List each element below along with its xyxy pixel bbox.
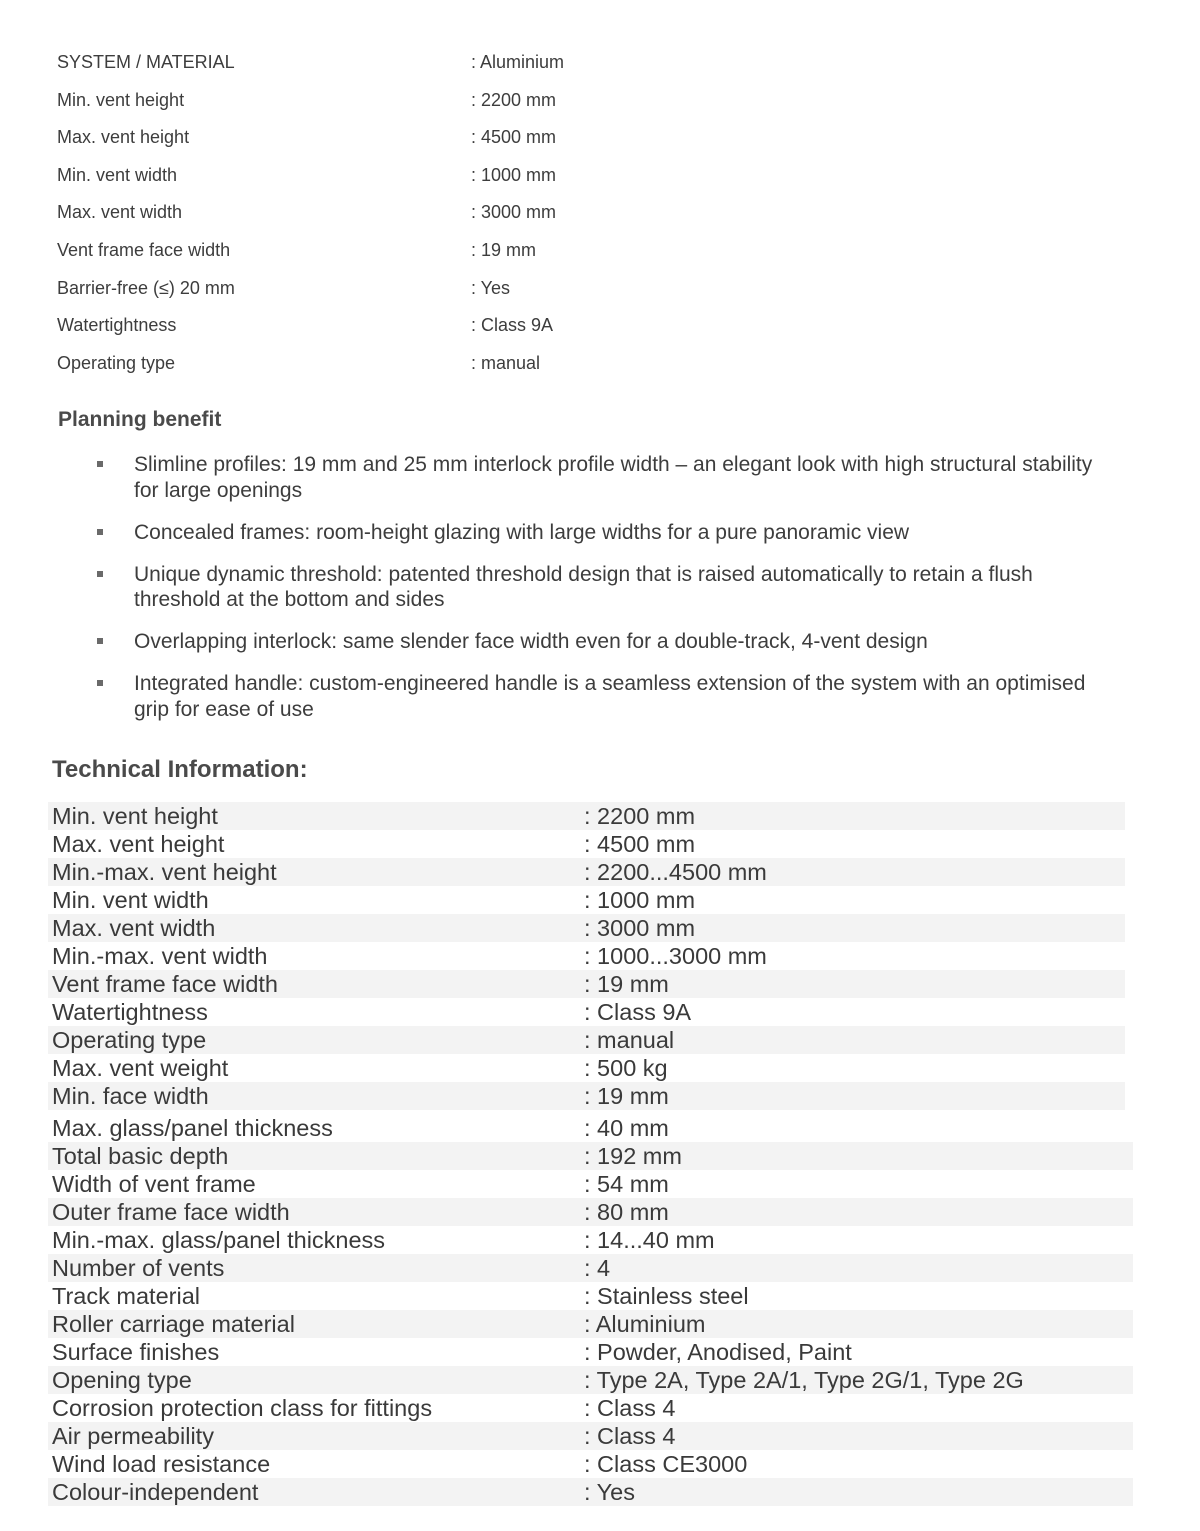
- spec-label: Max. vent width: [57, 202, 183, 223]
- row-label: Vent frame face width: [52, 971, 278, 997]
- spec-row: [57, 123, 757, 161]
- technical-information-heading: Technical Information:: [52, 756, 308, 783]
- spec-row: [57, 86, 757, 124]
- row-value: : 19 mm: [584, 1083, 669, 1109]
- row-value: : 4: [584, 1255, 611, 1281]
- row-value: : 54 mm: [584, 1171, 669, 1197]
- spec-row: [57, 274, 757, 312]
- benefit-text: Slimline profiles: 19 mm and 25 mm interlock profile width – an elegant look with high structural stability for large openings: [134, 453, 1093, 502]
- row-value: : 2200...4500 mm: [584, 859, 767, 885]
- table-row: [48, 830, 1125, 858]
- table-row: [48, 1026, 1125, 1054]
- spec-value: : manual: [471, 352, 541, 373]
- row-label: Max. vent height: [52, 831, 225, 857]
- row-value: : 1000 mm: [584, 887, 696, 913]
- row-value: : Powder, Anodised, Paint: [584, 1339, 852, 1365]
- row-label: Number of vents: [52, 1255, 225, 1281]
- row-label: Max. vent width: [52, 915, 216, 941]
- table-row: [48, 1254, 1133, 1282]
- benefit-text: Concealed frames: room-height glazing with large widths for a pure panoramic view: [134, 520, 910, 544]
- row-label: Min. vent height: [52, 803, 218, 829]
- table-row: [48, 1054, 1125, 1082]
- planning-benefit-heading: Planning benefit: [58, 408, 222, 431]
- square-bullet-icon: [97, 680, 103, 686]
- row-label: Corrosion protection class for fittings: [52, 1395, 433, 1421]
- benefit-text: Integrated handle: custom-engineered handle is a seamless extension of the system with an optimised grip for ease of use: [134, 672, 1086, 721]
- spec-row: [57, 198, 757, 236]
- spec-value: : 1000 mm: [471, 164, 557, 185]
- row-value: : 3000 mm: [584, 915, 696, 941]
- table-row: [48, 1114, 1133, 1142]
- row-value: : Type 2A, Type 2A/1, Type 2G/1, Type 2G: [584, 1367, 1024, 1393]
- row-label: Min. face width: [52, 1083, 209, 1109]
- row-value: : 192 mm: [584, 1143, 682, 1169]
- row-value: : 1000...3000 mm: [584, 943, 767, 969]
- spec-value: : 3000 mm: [471, 202, 557, 223]
- spec-row: [57, 349, 757, 387]
- spec-label: Min. vent width: [57, 164, 178, 185]
- spec-label: SYSTEM / MATERIAL: [57, 52, 235, 72]
- table-row: [48, 886, 1125, 914]
- table-row: [48, 942, 1125, 970]
- benefit-text: Unique dynamic threshold: patented threshold design that is raised automatically to retain a flush threshold at the bottom and sides: [134, 562, 1033, 611]
- row-label: Min.-max. glass/panel thickness: [52, 1227, 386, 1253]
- list-item: [95, 520, 1105, 546]
- row-value: : Class 4: [584, 1423, 676, 1449]
- spec-label: Max. vent height: [57, 127, 190, 148]
- benefit-text: Overlapping interlock: same slender face width even for a double-track, 4-vent design: [134, 630, 928, 653]
- row-value: : 4500 mm: [584, 831, 696, 857]
- list-item: [95, 629, 1105, 655]
- row-label: Track material: [52, 1283, 200, 1309]
- row-label: Max. glass/panel thickness: [52, 1115, 333, 1141]
- table-row: [48, 1366, 1133, 1394]
- spec-row: [57, 236, 757, 274]
- square-bullet-icon: [97, 529, 103, 535]
- table-row: [48, 1282, 1133, 1310]
- row-value: : manual: [584, 1027, 675, 1053]
- technical-information-table: [48, 802, 1133, 1506]
- row-label: Colour-independent: [52, 1479, 259, 1505]
- row-value: : 19 mm: [584, 971, 669, 997]
- planning-benefit-list: [95, 452, 1105, 739]
- spec-value: : Class 9A: [471, 315, 554, 336]
- table-row: [48, 1198, 1133, 1226]
- table-row: [48, 1082, 1125, 1110]
- row-value: : 14...40 mm: [584, 1227, 715, 1253]
- table-row: [48, 1338, 1133, 1366]
- row-value: : 80 mm: [584, 1199, 669, 1225]
- spec-label: Min. vent height: [57, 89, 185, 110]
- row-label: Total basic depth: [52, 1143, 229, 1169]
- spec-row: [57, 48, 757, 86]
- row-value: : Class 4: [584, 1395, 676, 1421]
- spec-label: Operating type: [57, 352, 176, 373]
- row-label: Roller carriage material: [52, 1311, 295, 1337]
- list-item: [95, 671, 1105, 722]
- row-label: Outer frame face width: [52, 1199, 290, 1225]
- row-value: : 40 mm: [584, 1115, 669, 1141]
- list-item: [95, 452, 1105, 503]
- row-value: : 2200 mm: [584, 803, 696, 829]
- spec-value: : 4500 mm: [471, 127, 557, 148]
- square-bullet-icon: [97, 461, 103, 467]
- row-value: : Class 9A: [584, 999, 692, 1025]
- spec-value: : 2200 mm: [471, 89, 557, 110]
- spec-value: : Yes: [471, 277, 511, 298]
- table-row: [48, 1226, 1133, 1254]
- table-row: [48, 858, 1125, 886]
- table-row: [48, 998, 1125, 1026]
- table-row: [48, 1310, 1133, 1338]
- spec-value: : 19 mm: [471, 239, 537, 260]
- square-bullet-icon: [97, 638, 103, 644]
- table-row: [48, 970, 1125, 998]
- row-value: : 500 kg: [584, 1055, 668, 1081]
- table-row: [48, 1478, 1133, 1506]
- table-row: [48, 914, 1125, 942]
- table-row: [48, 1142, 1133, 1170]
- table-row: [48, 1450, 1133, 1478]
- system-spec-list: [57, 48, 757, 386]
- row-value: : Aluminium: [584, 1311, 706, 1337]
- row-label: Min. vent width: [52, 887, 209, 913]
- row-label: Min.-max. vent height: [52, 859, 277, 885]
- row-label: Max. vent weight: [52, 1055, 229, 1081]
- row-value: : Stainless steel: [584, 1283, 749, 1309]
- spec-label: Barrier-free (≤) 20 mm: [57, 277, 235, 298]
- row-value: : Yes: [584, 1479, 635, 1505]
- spec-row: [57, 311, 757, 349]
- spec-label: Vent frame face width: [57, 239, 231, 260]
- row-label: Opening type: [52, 1367, 192, 1393]
- row-label: Air permeability: [52, 1423, 214, 1449]
- row-value: : Class CE3000: [584, 1451, 748, 1477]
- table-row: [48, 1170, 1133, 1198]
- list-item: [95, 562, 1105, 613]
- spec-row: [57, 161, 757, 199]
- row-label: Min.-max. vent width: [52, 943, 268, 969]
- table-row: [48, 1422, 1133, 1450]
- table-row: [48, 1394, 1133, 1422]
- row-label: Width of vent frame: [52, 1171, 256, 1197]
- square-bullet-icon: [97, 571, 103, 577]
- spec-label: Watertightness: [57, 315, 177, 336]
- row-label: Watertightness: [52, 999, 208, 1025]
- row-label: Wind load resistance: [52, 1451, 271, 1477]
- table-row: [48, 802, 1125, 830]
- spec-value: : Aluminium: [471, 52, 565, 72]
- row-label: Operating type: [52, 1027, 207, 1053]
- row-label: Surface finishes: [52, 1339, 220, 1365]
